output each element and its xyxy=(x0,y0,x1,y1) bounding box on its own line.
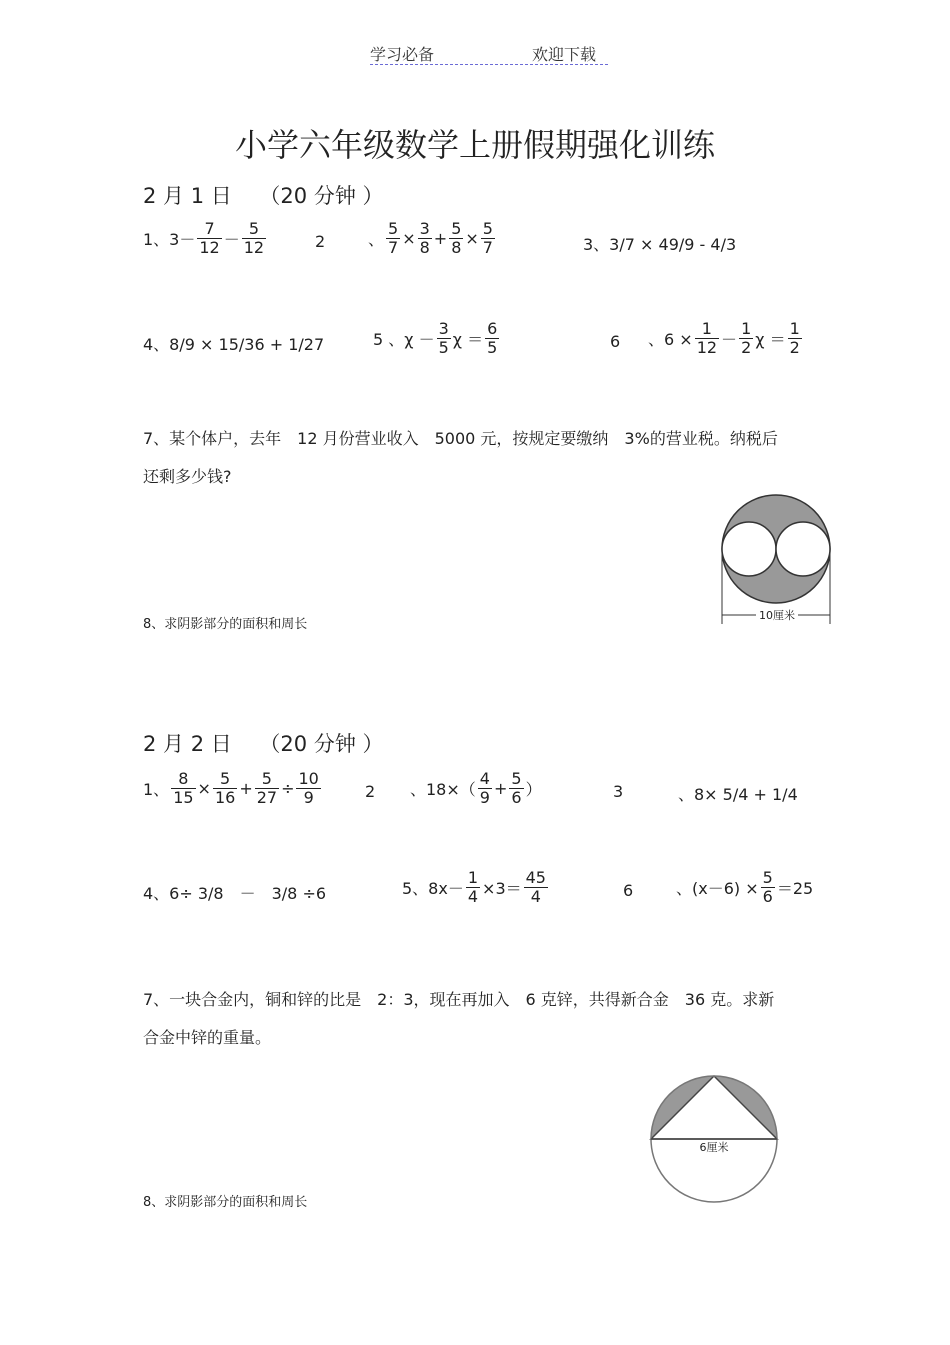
fraction: $\frac{7}{12}$ xyxy=(199,219,220,257)
day1-question-4: 4、8/9 × 15/36 + 1/27 xyxy=(143,335,325,354)
q6-mid: χ ＝ xyxy=(755,329,786,349)
operator: + xyxy=(239,778,253,798)
operator: ÷ xyxy=(281,778,295,798)
day1-question-7-line2: 还剩多少钱? xyxy=(143,467,232,486)
q1-prefix: 1、3－ xyxy=(143,229,196,249)
fraction: $\frac{4}{9}$ xyxy=(479,769,490,807)
day1-question-7-line1: 7、某个体户，去年 12 月份营业收入 5000 元，按规定要缴纳 3%的营业税。纳税后 xyxy=(143,429,778,448)
circle-triangle-figure xyxy=(644,1070,784,1206)
day2-question-7-line2: 合金中锌的重量。 xyxy=(143,1028,272,1047)
day1-date-heading: 2 月 1 日 （20 分钟 ） xyxy=(143,184,384,208)
inner-circle-right xyxy=(776,522,830,576)
header-right-text: 欢迎下载 xyxy=(532,45,597,64)
day1-question-2-number: 2 xyxy=(315,232,326,251)
shaded-circle-figure xyxy=(712,494,842,628)
q2-suffix: ） xyxy=(525,779,542,799)
fraction: $\frac{1}{2}$ xyxy=(741,319,752,357)
operator: － xyxy=(223,229,240,249)
q6-prefix: 、(x－6) × xyxy=(676,878,759,898)
operator: × xyxy=(402,228,416,248)
fraction: $\frac{5}{6}$ xyxy=(762,868,773,906)
q5-mid: ×3＝ xyxy=(482,878,522,898)
day1-question-2 xyxy=(368,220,497,256)
fraction: $\frac{10}{9}$ xyxy=(298,769,319,807)
fraction: $\frac{5}{27}$ xyxy=(256,769,278,807)
day1-question-5 xyxy=(373,320,501,356)
operator: － xyxy=(721,329,738,349)
header-left-text: 学习必备 xyxy=(370,45,435,64)
page-title: 小学六年级数学上册假期强化训练 xyxy=(234,126,715,164)
fraction: $\frac{3}{5}$ xyxy=(438,319,449,357)
fraction: $\frac{5}{16}$ xyxy=(214,769,236,807)
q5-mid: χ ＝ xyxy=(452,329,484,349)
diameter-label: 6厘米 xyxy=(699,1141,729,1154)
fraction: $\frac{1}{2}$ xyxy=(789,319,800,357)
fraction: $\frac{5}{12}$ xyxy=(243,219,265,257)
inner-circle-left xyxy=(722,522,776,576)
day2-question-2-number: 2 xyxy=(365,782,376,801)
day2-question-1 xyxy=(143,770,323,806)
day1-question-3: 3、3/7 × 49/9 - 4/3 xyxy=(583,235,737,254)
day1-question-8: 8、求阴影部分的面积和周长 xyxy=(143,617,308,632)
header-dashed-rule xyxy=(370,64,608,65)
fraction: $\frac{8}{15}$ xyxy=(173,769,194,807)
q5-prefix: 5 、χ － xyxy=(373,329,435,349)
q5-prefix: 5、8x－ xyxy=(402,878,464,898)
day2-question-4: 4、6÷ 3/8 － 3/8 ÷6 xyxy=(143,884,327,903)
day2-question-5 xyxy=(402,869,550,905)
diameter-label: 10厘米 xyxy=(759,609,795,622)
q2-prefix: 、18×（ xyxy=(410,779,476,799)
fraction: $\frac{5}{7}$ xyxy=(482,219,493,257)
operator: × xyxy=(197,778,211,798)
day2-question-8: 8、求阴影部分的面积和周长 xyxy=(143,1195,308,1210)
q6-prefix: 、6 × xyxy=(648,329,693,349)
separator: 、 xyxy=(368,229,385,249)
day2-question-3: 、8× 5/4 + 1/4 xyxy=(678,785,798,804)
q6-suffix: ＝25 xyxy=(776,878,814,898)
fraction: $\frac{5}{6}$ xyxy=(511,769,522,807)
day2-question-7-line1: 7、一块合金内，铜和锌的比是 2：3，现在再加入 6 克锌，共得新合金 36 克。求新 xyxy=(143,990,775,1009)
day2-question-6 xyxy=(676,869,813,905)
fraction: $\frac{6}{5}$ xyxy=(487,319,498,357)
operator: × xyxy=(465,228,479,248)
day2-date-heading: 2 月 2 日 （20 分钟 ） xyxy=(143,732,384,756)
day1-question-6 xyxy=(648,320,804,356)
day1-question-6-number: 6 xyxy=(610,332,621,351)
operator: + xyxy=(433,228,448,248)
fraction: $\frac{1}{12}$ xyxy=(696,319,718,357)
q1-prefix: 1、 xyxy=(143,779,170,799)
fraction: $\frac{3}{8}$ xyxy=(419,219,430,257)
fraction: $\frac{5}{7}$ xyxy=(388,219,399,257)
day2-question-3-number: 3 xyxy=(613,782,624,801)
fraction: $\frac{1}{4}$ xyxy=(467,868,479,906)
day2-question-6-number: 6 xyxy=(623,881,634,900)
fraction: $\frac{45}{4}$ xyxy=(525,868,546,906)
fraction: $\frac{5}{8}$ xyxy=(451,219,462,257)
day1-question-1 xyxy=(143,220,268,256)
operator: + xyxy=(493,778,508,798)
day2-question-2 xyxy=(410,770,542,806)
